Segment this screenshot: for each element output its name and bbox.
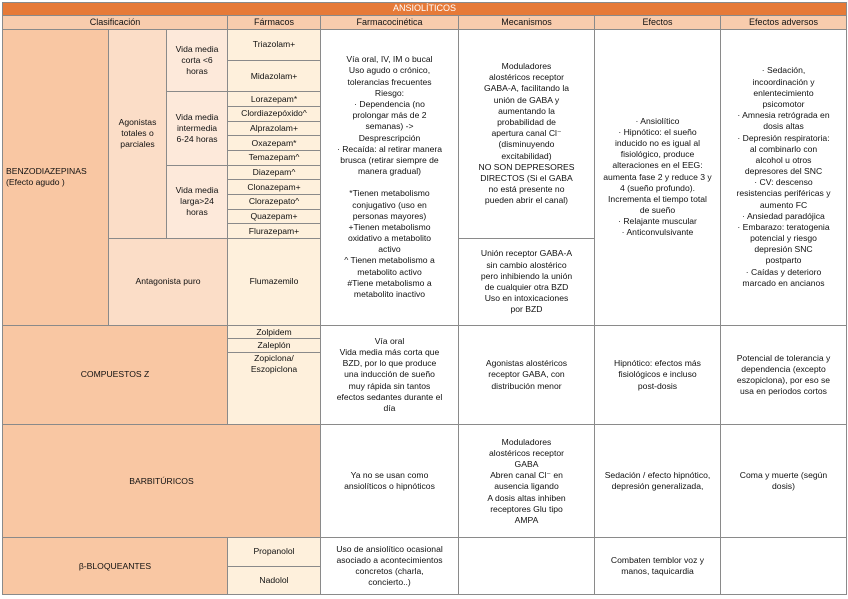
z-mecanismo: Agonistas alostéricos receptor GABA, con distribución menor — [459, 325, 595, 424]
benzo-agonistas: Agonistas totales o parciales — [109, 29, 167, 238]
drug-cell: Temazepam^ — [228, 151, 321, 166]
benzo-mecanismo-agonistas: Moduladores alostéricos receptor GABA-A, facilitando la unión de GABA y aumentando la probabilidad de apertura canal Cl⁻ (disminuyendo excitabilidad) NO SON DEPRESORES DIRECTOS (Si el GABA no está presente no pueden abrir el canal) — [459, 29, 595, 238]
benzo-efectos: · Ansiolítico · Hipnótico: el sueño inducido no es igual al fisiológico, produce alteraciones en el EEG: aumenta fase 2 y reduce 3 y 4 (sueño profundo). Incrementa el tiempo total de sueño · Relajante muscular · Anticonvulsivante — [595, 29, 721, 325]
drug-cell: Oxazepam* — [228, 136, 321, 151]
drug-cell: Flurazepam+ — [228, 224, 321, 239]
barb-efectos-adversos: Coma y muerte (según dosis) — [721, 425, 847, 538]
drug-cell: Clorazepato^ — [228, 194, 321, 209]
drug-cell: Clonazepam+ — [228, 180, 321, 195]
barb-farmacocinetica: Ya no se usan como ansiolíticos o hipnóticos — [321, 425, 459, 538]
drug-cell: Quazepam+ — [228, 209, 321, 224]
barb-efectos: Sedación / efecto hipnótico, depresión generalizada, — [595, 425, 721, 538]
drug-cell: Flumazemilo — [228, 238, 321, 325]
benzo-antagonista: Antagonista puro — [109, 238, 228, 325]
beta-efectos-adversos — [721, 538, 847, 595]
class-beta-bloqueantes: β-BLOQUEANTES — [3, 538, 228, 595]
table-title: ANSIOLÍTICOS — [3, 3, 847, 16]
z-farmacocinetica: Vía oral Vida media más corta que BZD, por lo que produce una inducción de sueño muy rápida sin tantos efectos sedantes durante el día — [321, 325, 459, 424]
drug-cell: Zaleplón — [228, 339, 321, 353]
class-compuestos-z: COMPUESTOS Z — [3, 325, 228, 424]
header-efectos-adversos: Efectos adversos — [721, 16, 847, 29]
class-barbituricos: BARBITÚRICOS — [3, 425, 321, 538]
class-benzodiazepinas: BENZODIAZEPINAS (Efecto agudo ) — [3, 29, 109, 325]
benzo-vida-intermedia: Vida media intermedia 6-24 horas — [167, 92, 228, 165]
benzo-efectos-adversos: · Sedación, incoordinación y enlentecimiento psicomotor · Amnesia retrógrada en dosis altas · Depresión respiratoria: al combinarlo con alcohol u otros depresores del SNC · CV: descenso resistencias periféricas y aumento FC · Ansiedad paradójica · Embarazo: teratogenia potencial y riesgo depresión SNC postparto · Caídas y deterioro marcado en ancianos — [721, 29, 847, 325]
drug-cell: Clordiazepóxido^ — [228, 107, 321, 122]
header-mecanismos: Mecanismos — [459, 16, 595, 29]
benzo-vida-larga: Vida media larga>24 horas — [167, 165, 228, 238]
drug-cell: Zopiclona/ Eszopiclona — [228, 353, 321, 425]
header-farmacos: Fármacos — [228, 16, 321, 29]
beta-mecanismo — [459, 538, 595, 595]
header-farmacocinetica: Farmacocinética — [321, 16, 459, 29]
beta-efectos: Combaten temblor voz y manos, taquicardia — [595, 538, 721, 595]
z-efectos-adversos: Potencial de tolerancia y dependencia (excepto eszopiclona), por eso se usa en periodos cortos — [721, 325, 847, 424]
header-clasificacion: Clasificación — [3, 16, 228, 29]
ansioliticos-table — [2, 2, 847, 595]
drug-cell: Lorazepam* — [228, 92, 321, 107]
drug-cell: Zolpidem — [228, 325, 321, 339]
z-efectos: Hipnótico: efectos más fisiológicos e incluso post-dosis — [595, 325, 721, 424]
beta-farmacocinetica: Uso de ansiolítico ocasional asociado a acontecimientos concretos (charla, concierto..) — [321, 538, 459, 595]
drug-cell: Alprazolam+ — [228, 121, 321, 136]
barb-mecanismo: Moduladores alostéricos receptor GABA Abren canal Cl⁻ en ausencia ligando A dosis altas inhiben receptores Glu tipo AMPA — [459, 425, 595, 538]
drug-cell: Nadolol — [228, 566, 321, 594]
drug-cell: Triazolam+ — [228, 29, 321, 60]
benzo-mecanismo-antagonista: Unión receptor GABA-A sin cambio alostérico pero inhibiendo la unión de cualquier otra BZD Uso en intoxicaciones por BZD — [459, 238, 595, 325]
drug-cell: Diazepam^ — [228, 165, 321, 180]
header-efectos: Efectos — [595, 16, 721, 29]
benzo-farmacocinetica: Vía oral, IV, IM o bucal Uso agudo o crónico, tolerancias frecuentes Riesgo: · Dependencia (no prolongar más de 2 semanas) -> Desprescripción · Recaída: al retirar manera brusca (retirar siempre de manera gradual) *Tienen metabolismo conjugativo (uso en personas mayores) +Tienen metabolismo oxidativo a metabolito activo ^ Tienen metabolismo a metabolito activo #Tiene metabolismo a metabolito inactivo — [321, 29, 459, 325]
drug-cell: Propanolol — [228, 538, 321, 566]
drug-cell: Midazolam+ — [228, 60, 321, 91]
benzo-vida-corta: Vida media corta <6 horas — [167, 29, 228, 92]
